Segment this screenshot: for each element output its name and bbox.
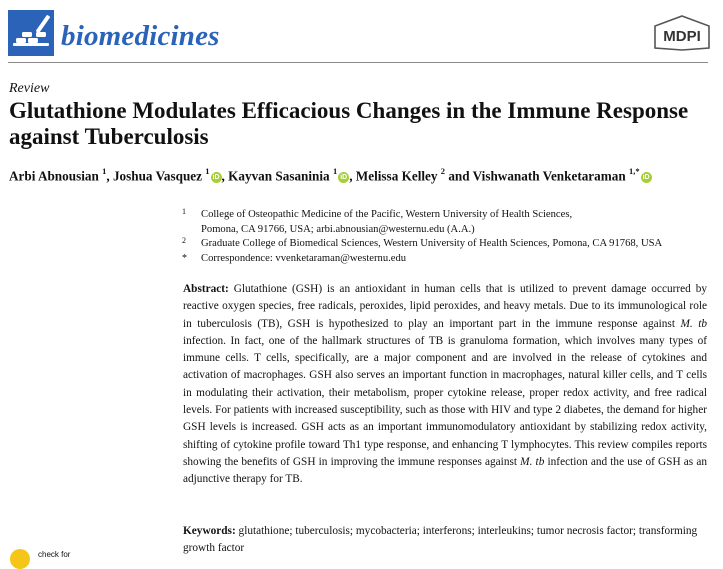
affiliation-item <box>182 223 712 238</box>
author-affiliation-marker: 2 <box>440 166 446 176</box>
journal-logo-icon <box>8 10 54 56</box>
check-for-updates-icon[interactable] <box>10 549 30 569</box>
author-name: Arbi Abnousian <box>9 168 103 184</box>
affiliation-item <box>182 237 712 252</box>
author-name: Joshua Vasquez <box>112 168 206 184</box>
journal-header <box>8 8 708 60</box>
abstract-italic-term: M. tb <box>520 455 545 468</box>
author-affiliation-marker: 1 <box>205 166 210 176</box>
keywords-text: glutathione; tuberculosis; mycobacteria; interferons; interleukins; tumor necrosis factor; transforming growth factor <box>183 525 698 555</box>
affiliations <box>182 208 712 266</box>
author-list <box>9 167 721 184</box>
affiliation-text: Correspondence: vvenketaraman@westernu.edu <box>201 252 407 264</box>
mdpi-logo-icon <box>651 14 713 52</box>
affiliation-text: Graduate College of Biomedical Sciences, Western University of Health Sciences, Pomona, CA 91768, USA <box>201 238 663 249</box>
author-name: Melissa Kelley <box>355 168 441 184</box>
mdpi-logo-text: MDPI <box>663 28 701 45</box>
author-affiliation-marker: 1 <box>102 166 107 176</box>
affiliation-item <box>182 208 712 223</box>
article-type: Review <box>9 81 50 96</box>
orcid-icon[interactable]: iD <box>212 174 220 182</box>
author-separator: , <box>349 168 356 184</box>
affiliation-text: Pomona, CA 91766, USA; arbi.abnousian@westernu.edu (A.A.) <box>201 223 475 235</box>
affiliation-marker: 2 <box>182 236 186 245</box>
author-name: Kayvan Sasaninia <box>228 168 333 184</box>
header-divider <box>8 62 708 63</box>
abstract-text: infection. In fact, one of the hallmark structures of TB is granuloma formation, which involves many types of immune cells. T cells, specifically, are a major component and are involved in the release of cytokines and activation of macrophages. GSH also serves an important function in macrophages, natural killer cells, and T cells in modulating their activation, their metabolism, proper cytokine release, proper redox activity, and free radical levels. For patients with increased susceptibility, such as those with HIV and type 2 diabetes, the demand for higher GSH levels is increased. GSH acts as an important immunomodulatory antioxidant by stabilizing redox activity, shifting of cytokine profile toward Th1 type response, and enhancing T lymphocytes. This review compiles reports showing the benefits of GSH in improving the immune responses against <box>183 334 707 468</box>
author-affiliation-marker: 1,* <box>628 166 640 176</box>
affiliation-item <box>182 252 712 267</box>
author-separator: , <box>106 168 113 184</box>
affiliation-marker: * <box>182 252 187 264</box>
affiliation-text: College of Osteopathic Medicine of the Pacific, Western University of Health Sciences, <box>201 209 573 220</box>
check-for-updates-label[interactable]: check for <box>38 550 71 559</box>
journal-name: biomedicines <box>61 20 220 52</box>
article-title: Glutathione Modulates Efficacious Changes in the Immune Response against Tuberculosis <box>9 98 689 149</box>
abstract-text: Glutathione (GSH) is an antioxidant in human cells that is utilized to prevent damage occurred by reactive oxygen species, free radicals, peroxides, lipid peroxides, and heavy metals. Due to its immunological role in tuberculosis (TB), GSH is hypothesized to play an important part in the immune response against <box>183 283 707 330</box>
author-affiliation-marker: 1 <box>332 166 338 176</box>
abstract-italic-term: M. tb <box>680 317 707 330</box>
keywords <box>183 523 707 558</box>
author-name: Vishwanath Venketaraman <box>472 168 629 184</box>
author-separator: and <box>445 168 473 184</box>
author-separator: , <box>221 168 229 184</box>
abstract-text: infection and the use of GSH as an adjunctive therapy for TB. <box>183 455 708 486</box>
orcid-icon[interactable]: iD <box>340 174 348 182</box>
keywords-label: Keywords: <box>183 525 236 537</box>
affiliation-marker: 1 <box>182 207 186 216</box>
abstract-label: Abstract: <box>183 283 229 295</box>
orcid-icon[interactable]: iD <box>642 174 650 182</box>
abstract <box>183 281 707 489</box>
abstract-body <box>183 283 707 485</box>
